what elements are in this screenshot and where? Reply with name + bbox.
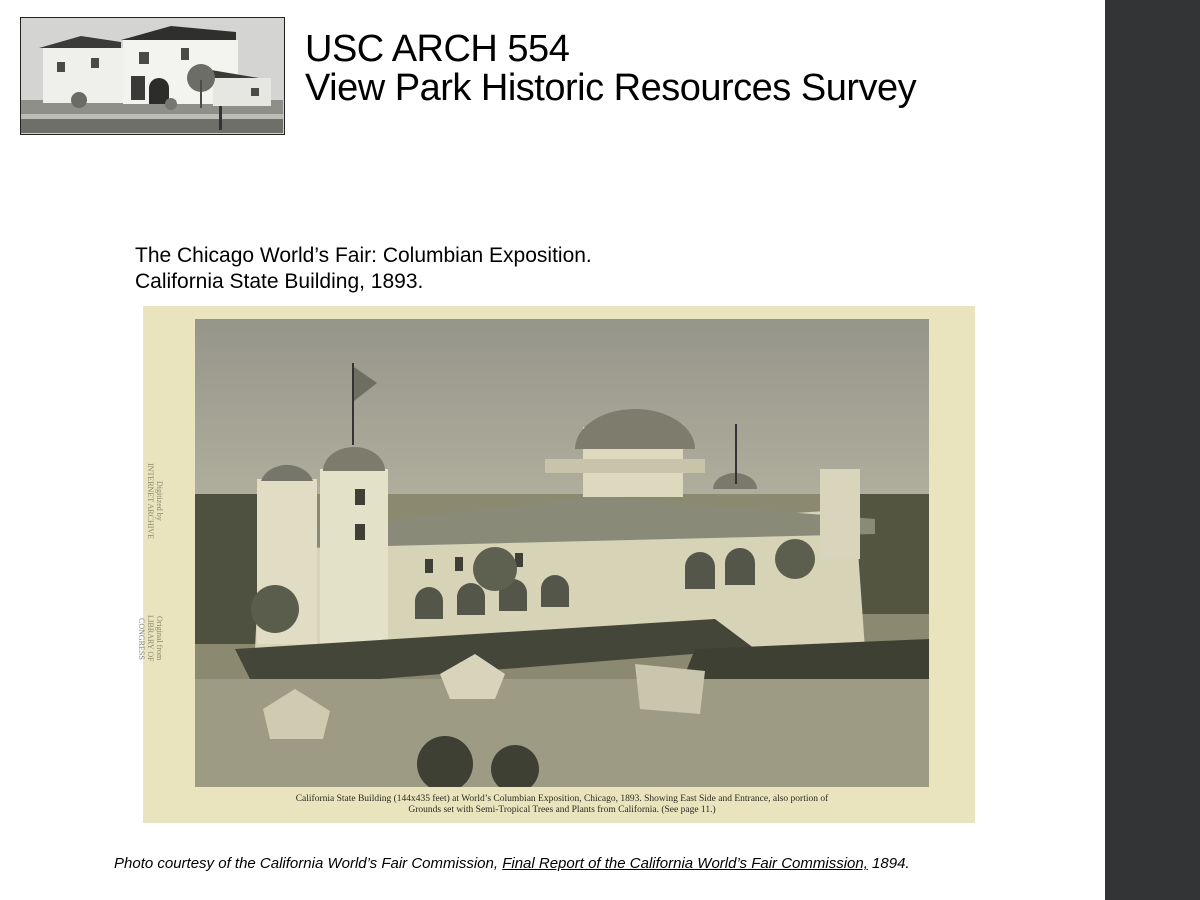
credit-report-title: Final Report of the California World’s Fair Commission,: [502, 855, 868, 872]
page-title: [305, 30, 916, 108]
header-house-photo: [20, 17, 285, 135]
subtitle-line-2: California State Building, 1893.: [135, 270, 424, 293]
digitized-stamp: Digitized by INTERNET ARCHIVE: [146, 462, 164, 540]
title-survey: View Park Historic Resources Survey: [305, 67, 917, 109]
historic-photo-plate: [137, 306, 975, 823]
subtitle-line-1: The Chicago World’s Fair: Columbian Exposition.: [135, 244, 592, 267]
photo-credit: [114, 855, 910, 872]
plate-caption-line-2: Grounds set with Semi-Tropical Trees and Plants from California. (See page 11.): [408, 805, 716, 815]
house-illustration: [21, 18, 283, 133]
credit-prefix: Photo courtesy of the California World’s Fair Commission,: [114, 855, 503, 872]
right-sidebar-bar: [1105, 0, 1200, 900]
california-state-building-photo: [195, 319, 929, 787]
plate-caption-line-1: California State Building (144x435 feet) at World’s Columbian Exposition, Chicago, 1893. Showing East Side and Entrance, also portion of: [295, 794, 829, 804]
credit-year: 1894.: [867, 855, 910, 872]
title-course: USC ARCH 554: [305, 28, 570, 70]
original-source-stamp: Original from LIBRARY OF CONGRESS: [137, 615, 164, 662]
slide-subtitle: [135, 243, 592, 295]
plate-caption: [195, 794, 929, 816]
building-illustration: [195, 319, 929, 787]
